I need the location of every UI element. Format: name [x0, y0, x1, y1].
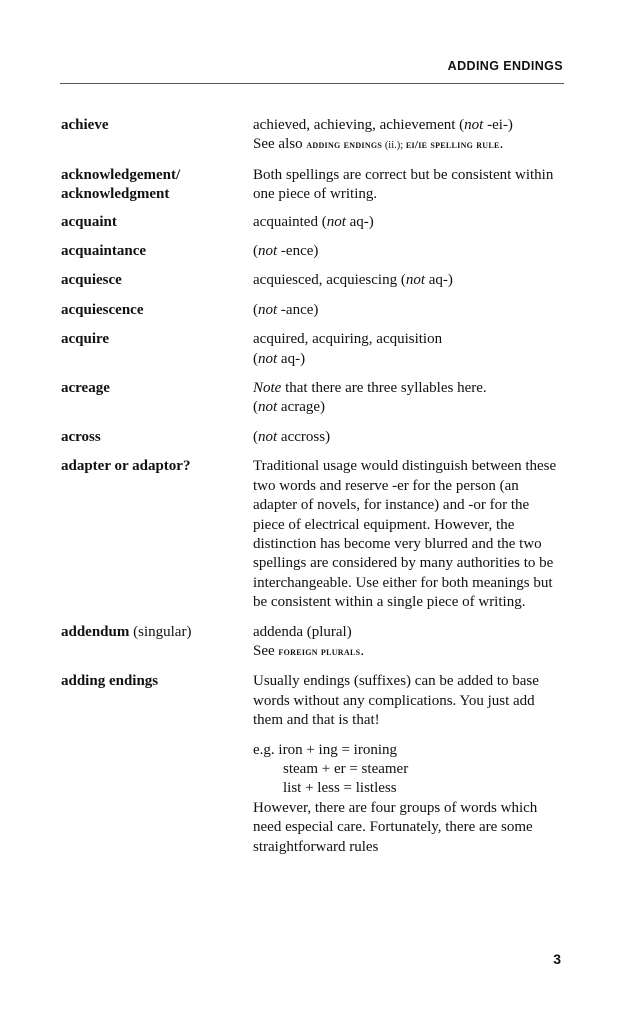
entry-achieve	[61, 116, 563, 156]
entry-acquaintance	[61, 242, 563, 261]
not-label: not	[258, 301, 278, 318]
example-line: steam + er = steamer	[283, 760, 409, 777]
not-label: not	[258, 399, 278, 416]
definition-text: Traditional usage would distinguish between these two words and reserve -er for the person (an adapter of novels, for instance) and -or for the piece of electrical equipment. However, the distinction has become very blurred and the two spellings are considered by many authorities to be interchangeable. Use either for both meanings but be consistent within a single piece of writing.	[253, 458, 557, 611]
not-label: not	[258, 428, 278, 445]
definition-text: accross)	[277, 428, 331, 445]
definition-text: acrage)	[277, 399, 326, 416]
headword: across	[61, 428, 101, 445]
headword: adapter or adaptor?	[61, 458, 191, 475]
header-rule	[60, 83, 564, 84]
note-label: Note	[253, 380, 282, 397]
headword: addendum	[61, 623, 130, 640]
page-number: 3	[553, 951, 561, 967]
see-also-label: See also	[253, 136, 307, 153]
not-label: not	[258, 350, 278, 367]
headword: acquaint	[61, 213, 117, 230]
cross-reference-foreign-plurals[interactable]: foreign plurals	[278, 645, 361, 658]
headword: acquaintance	[61, 243, 147, 260]
definition-text: -ance)	[277, 301, 319, 318]
definition-text: acquiesced, acquiescing (	[253, 272, 406, 289]
headword: acknowledgement/	[61, 166, 181, 183]
ref-note: (ii.);	[382, 140, 406, 152]
headword: acquiescence	[61, 301, 144, 318]
see-label: See	[253, 642, 279, 659]
definition-text: (	[253, 350, 258, 367]
definition-text: (	[253, 301, 258, 318]
definition-text: addenda (plural)	[253, 623, 352, 640]
not-label: not	[405, 272, 426, 289]
definition-text: aq-)	[345, 213, 374, 230]
entry-adding-endings	[61, 672, 563, 857]
entry-acknowledgement	[61, 166, 563, 205]
definition-text: aq-)	[277, 350, 306, 367]
definition-text: -ei-)	[483, 117, 513, 133]
not-label: not	[326, 213, 346, 230]
example-line: e.g. iron + ing = ironing	[253, 741, 397, 758]
definition-text: aq-)	[425, 272, 453, 289]
definition-text: (	[253, 428, 258, 445]
entry-acquire	[61, 330, 563, 369]
definition-text: acquainted (	[253, 213, 327, 230]
definition-text: However, there are four groups of words which need especial care. Fortunately, there are some straightforward rules	[253, 799, 538, 855]
entry-acquiescence	[61, 301, 563, 320]
definition-text: acquired, acquiring, acquisition	[253, 331, 443, 348]
headword-alt: acknowledgment	[61, 186, 170, 203]
entry-across	[61, 428, 563, 447]
cross-reference-adding-endings[interactable]: adding endings	[306, 139, 383, 152]
not-label: not	[258, 243, 278, 260]
punctuation: .	[499, 136, 504, 153]
entry-acquiesce	[61, 271, 563, 290]
headword: acquiesce	[61, 272, 122, 289]
entry-acreage	[61, 379, 563, 418]
definition-text: Both spellings are correct but be consistent within one piece of writing.	[253, 166, 554, 203]
definition-text: Usually endings (suffixes) can be added to base words without any complications. You just add them and that is that!	[253, 673, 539, 729]
headword: achieve	[61, 117, 109, 133]
dictionary-entries	[61, 116, 563, 867]
definition-text: (	[253, 243, 258, 260]
entry-addendum	[61, 623, 563, 663]
headword-note: (singular)	[129, 623, 192, 640]
cross-reference-ei-ie-spelling-rule[interactable]: ei/ie spelling rule	[405, 139, 500, 152]
definition-text: -ence)	[277, 243, 319, 260]
headword: acreage	[61, 380, 110, 397]
entry-acquaint	[61, 213, 563, 232]
headword: acquire	[61, 331, 110, 348]
entry-adapter-or-adaptor	[61, 457, 563, 612]
running-header: ADDING ENDINGS	[447, 59, 563, 73]
punctuation: .	[360, 642, 365, 659]
definition-text: achieved, achieving, achievement (	[253, 117, 465, 133]
definition-text: (	[253, 399, 258, 416]
example-line: list + less = listless	[283, 780, 397, 797]
definition-text: that there are three syllables here.	[281, 380, 487, 397]
headword: adding endings	[61, 673, 159, 690]
not-label: not	[464, 117, 484, 133]
